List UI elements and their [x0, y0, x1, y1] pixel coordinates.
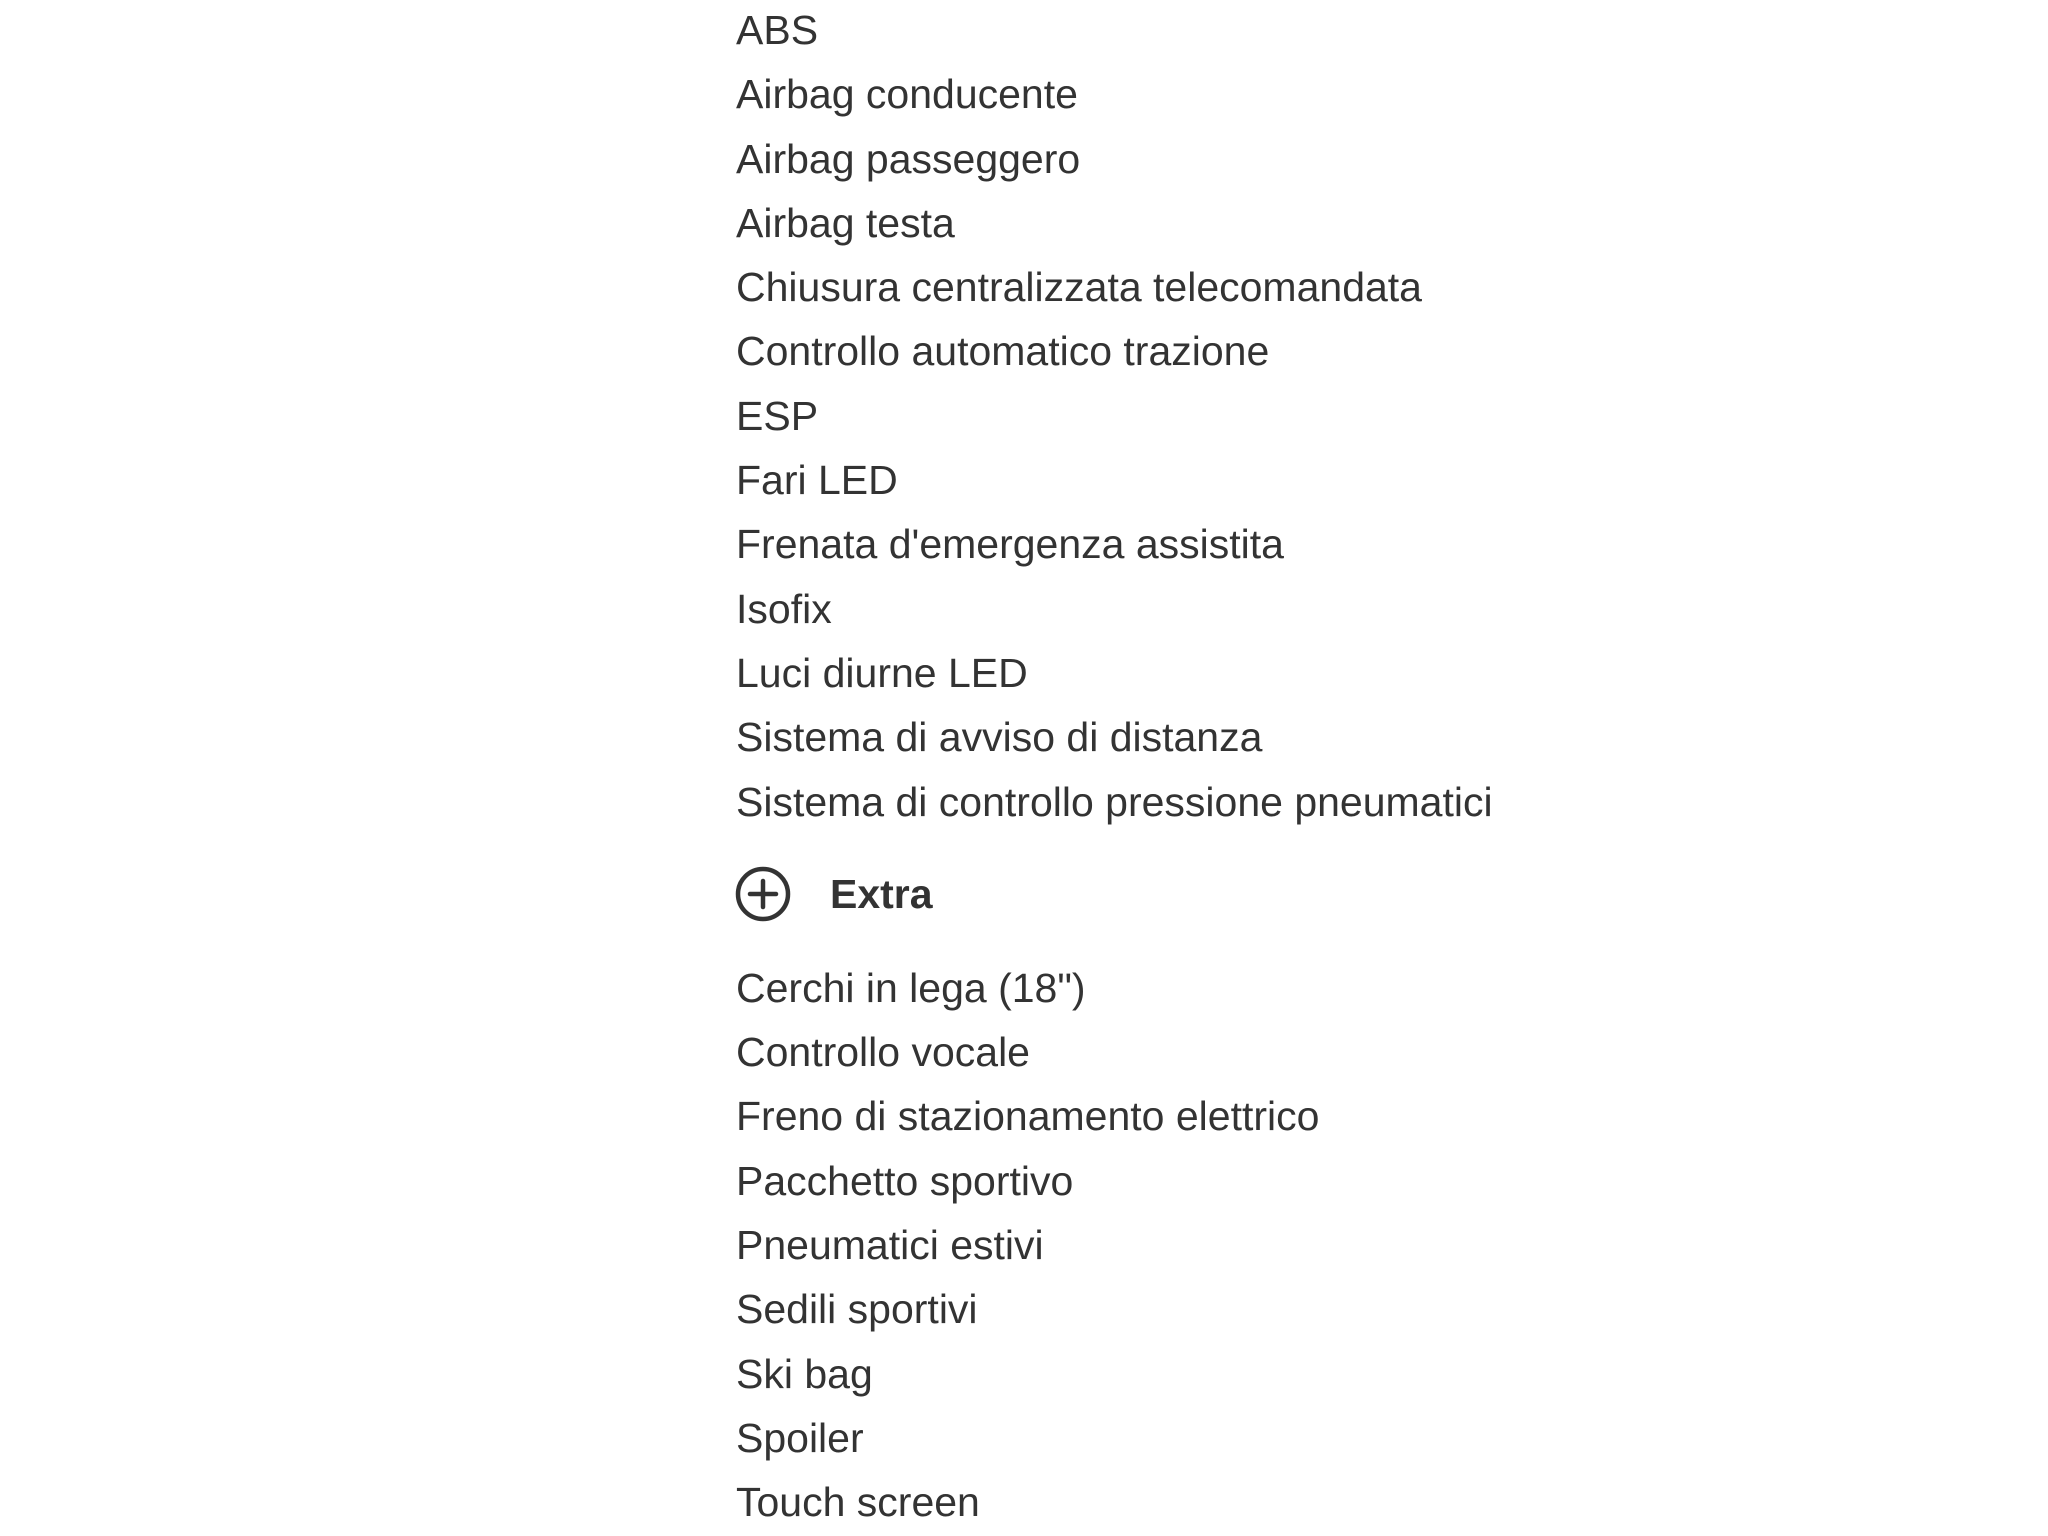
list-item: Pneumatici estivi	[736, 1222, 1044, 1269]
list-item: Chiusura centralizzata telecomandata	[736, 264, 1422, 311]
list-item: Airbag conducente	[736, 71, 1078, 118]
plus-circle-icon	[735, 866, 791, 922]
list-item: Pacchetto sportivo	[736, 1157, 1074, 1204]
list-item: Freno di stazionamento elettrico	[736, 1093, 1320, 1140]
list-item: Cerchi in lega (18")	[736, 964, 1086, 1011]
list-item: Sistema di avviso di distanza	[736, 714, 1263, 761]
equipment-content	[736, 0, 1836, 1535]
list-item: Ski bag	[736, 1350, 873, 1397]
list-item: ESP	[736, 392, 819, 439]
list-item: Frenata d'emergenza assistita	[736, 521, 1284, 568]
list-item: Fari LED	[736, 457, 898, 504]
list-item: Isofix	[736, 585, 832, 632]
list-item: Airbag passeggero	[736, 135, 1081, 182]
list-item: Touch screen	[736, 1479, 980, 1526]
list-item: ABS	[736, 7, 819, 53]
safety-feature-list	[736, 0, 1836, 834]
list-item: Sedili sportivi	[736, 1286, 978, 1333]
list-item: Controllo vocale	[736, 1029, 1030, 1076]
list-item: Spoiler	[736, 1414, 864, 1461]
list-item: Controllo automatico trazione	[736, 328, 1270, 375]
extra-feature-list	[736, 956, 1836, 1535]
list-item: Airbag testa	[736, 199, 955, 246]
extra-section-header	[736, 860, 1836, 928]
list-item: Luci diurne LED	[736, 649, 1028, 696]
list-item: Sistema di controllo pressione pneumatici	[736, 778, 1493, 825]
extra-section-title: Extra	[830, 870, 933, 917]
